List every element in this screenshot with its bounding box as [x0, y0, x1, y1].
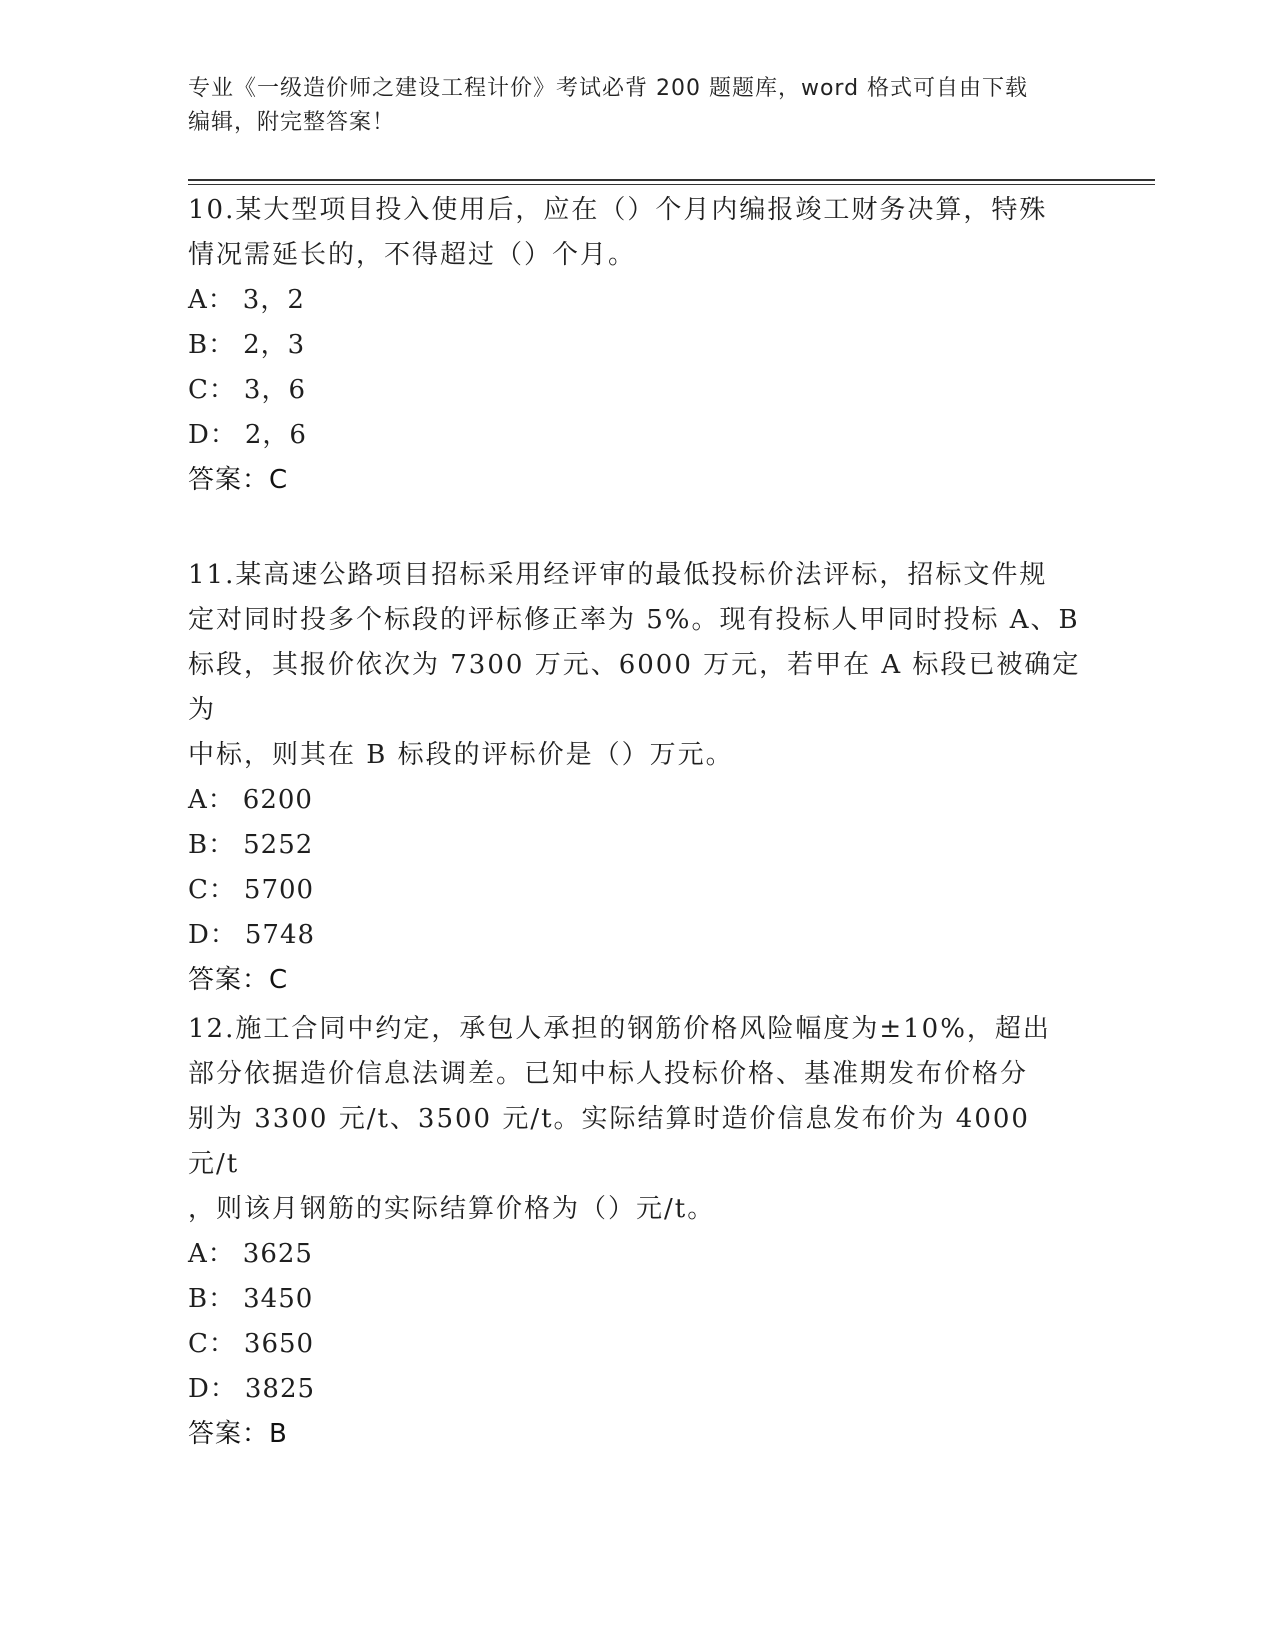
option-text: 3825	[244, 1374, 316, 1404]
header-line-1: 专业《一级造价师之建设工程计价》考试必背 200 题题库，word 格式可自由下载	[188, 76, 1029, 101]
option-letter: D：	[188, 1374, 237, 1404]
option-text: 5252	[243, 830, 314, 860]
question-stem-line: ，则该月钢筋的实际结算价格为（）元/t。	[188, 1194, 716, 1224]
option-d	[188, 913, 1088, 958]
option-letter: D：	[188, 420, 237, 450]
option-a	[188, 278, 1088, 323]
option-text: 2，3	[243, 330, 306, 360]
option-letter: A：	[188, 785, 235, 815]
header-divider-thick	[188, 179, 1155, 181]
option-text: 5700	[243, 875, 315, 905]
option-a	[188, 1232, 1088, 1277]
question-stem-line: 定对同时投多个标段的评标修正率为 5%。现有投标人甲同时投标 A、B	[188, 605, 1080, 635]
option-text: 3625	[242, 1239, 313, 1269]
option-letter: B：	[188, 330, 236, 360]
option-text: 6200	[242, 785, 313, 815]
question-stem-line: 别为 3300 元/t、3500 元/t。实际结算时造价信息发布价为 4000 元/t	[188, 1104, 1030, 1179]
question-10	[188, 188, 1088, 503]
option-letter: B：	[188, 1284, 236, 1314]
question-11	[188, 553, 1088, 1003]
option-c	[188, 868, 1088, 913]
option-b	[188, 1277, 1088, 1322]
option-c	[188, 368, 1088, 413]
question-stem-line: 部分依据造价信息法调差。已知中标人投标价格、基准期发布价格分	[188, 1059, 1029, 1089]
question-stem-line: 标段，其报价依次为 7300 万元、6000 万元，若甲在 A 标段已被确定为	[188, 650, 1081, 725]
option-c	[188, 1322, 1088, 1367]
document-header	[188, 72, 1088, 140]
option-a	[188, 778, 1088, 823]
option-letter: A：	[188, 1239, 235, 1269]
option-letter: D：	[188, 920, 237, 950]
option-letter: C：	[188, 375, 236, 405]
option-letter: B：	[188, 830, 236, 860]
option-text: 3，2	[242, 285, 305, 315]
option-d	[188, 413, 1088, 458]
question-12	[188, 1007, 1088, 1457]
option-text: 3450	[243, 1284, 314, 1314]
option-letter: C：	[188, 1329, 236, 1359]
option-text: 5748	[244, 920, 316, 950]
answer-line: 答案：C	[188, 465, 289, 495]
question-stem-line: 11.某高速公路项目招标采用经评审的最低投标价法评标，招标文件规	[188, 560, 1048, 590]
option-text: 3650	[243, 1329, 315, 1359]
option-text: 3，6	[243, 375, 306, 405]
answer-line: 答案：B	[188, 1419, 288, 1449]
option-text: 2，6	[244, 420, 307, 450]
question-stem-line: 10.某大型项目投入使用后，应在（）个月内编报竣工财务决算，特殊	[188, 195, 1048, 225]
question-stem-line: 情况需延长的，不得超过（）个月。	[188, 240, 637, 270]
option-letter: C：	[188, 875, 236, 905]
header-line-2: 编辑，附完整答案！	[188, 110, 396, 135]
option-d	[188, 1367, 1088, 1412]
option-b	[188, 823, 1088, 868]
answer-line: 答案：C	[188, 965, 289, 995]
header-divider-thin	[188, 184, 1155, 185]
question-stem-line: 12.施工合同中约定，承包人承担的钢筋价格风险幅度为±10%，超出	[188, 1014, 1051, 1044]
option-letter: A：	[188, 285, 235, 315]
question-stem-line: 中标，则其在 B 标段的评标价是（）万元。	[188, 740, 734, 770]
option-b	[188, 323, 1088, 368]
